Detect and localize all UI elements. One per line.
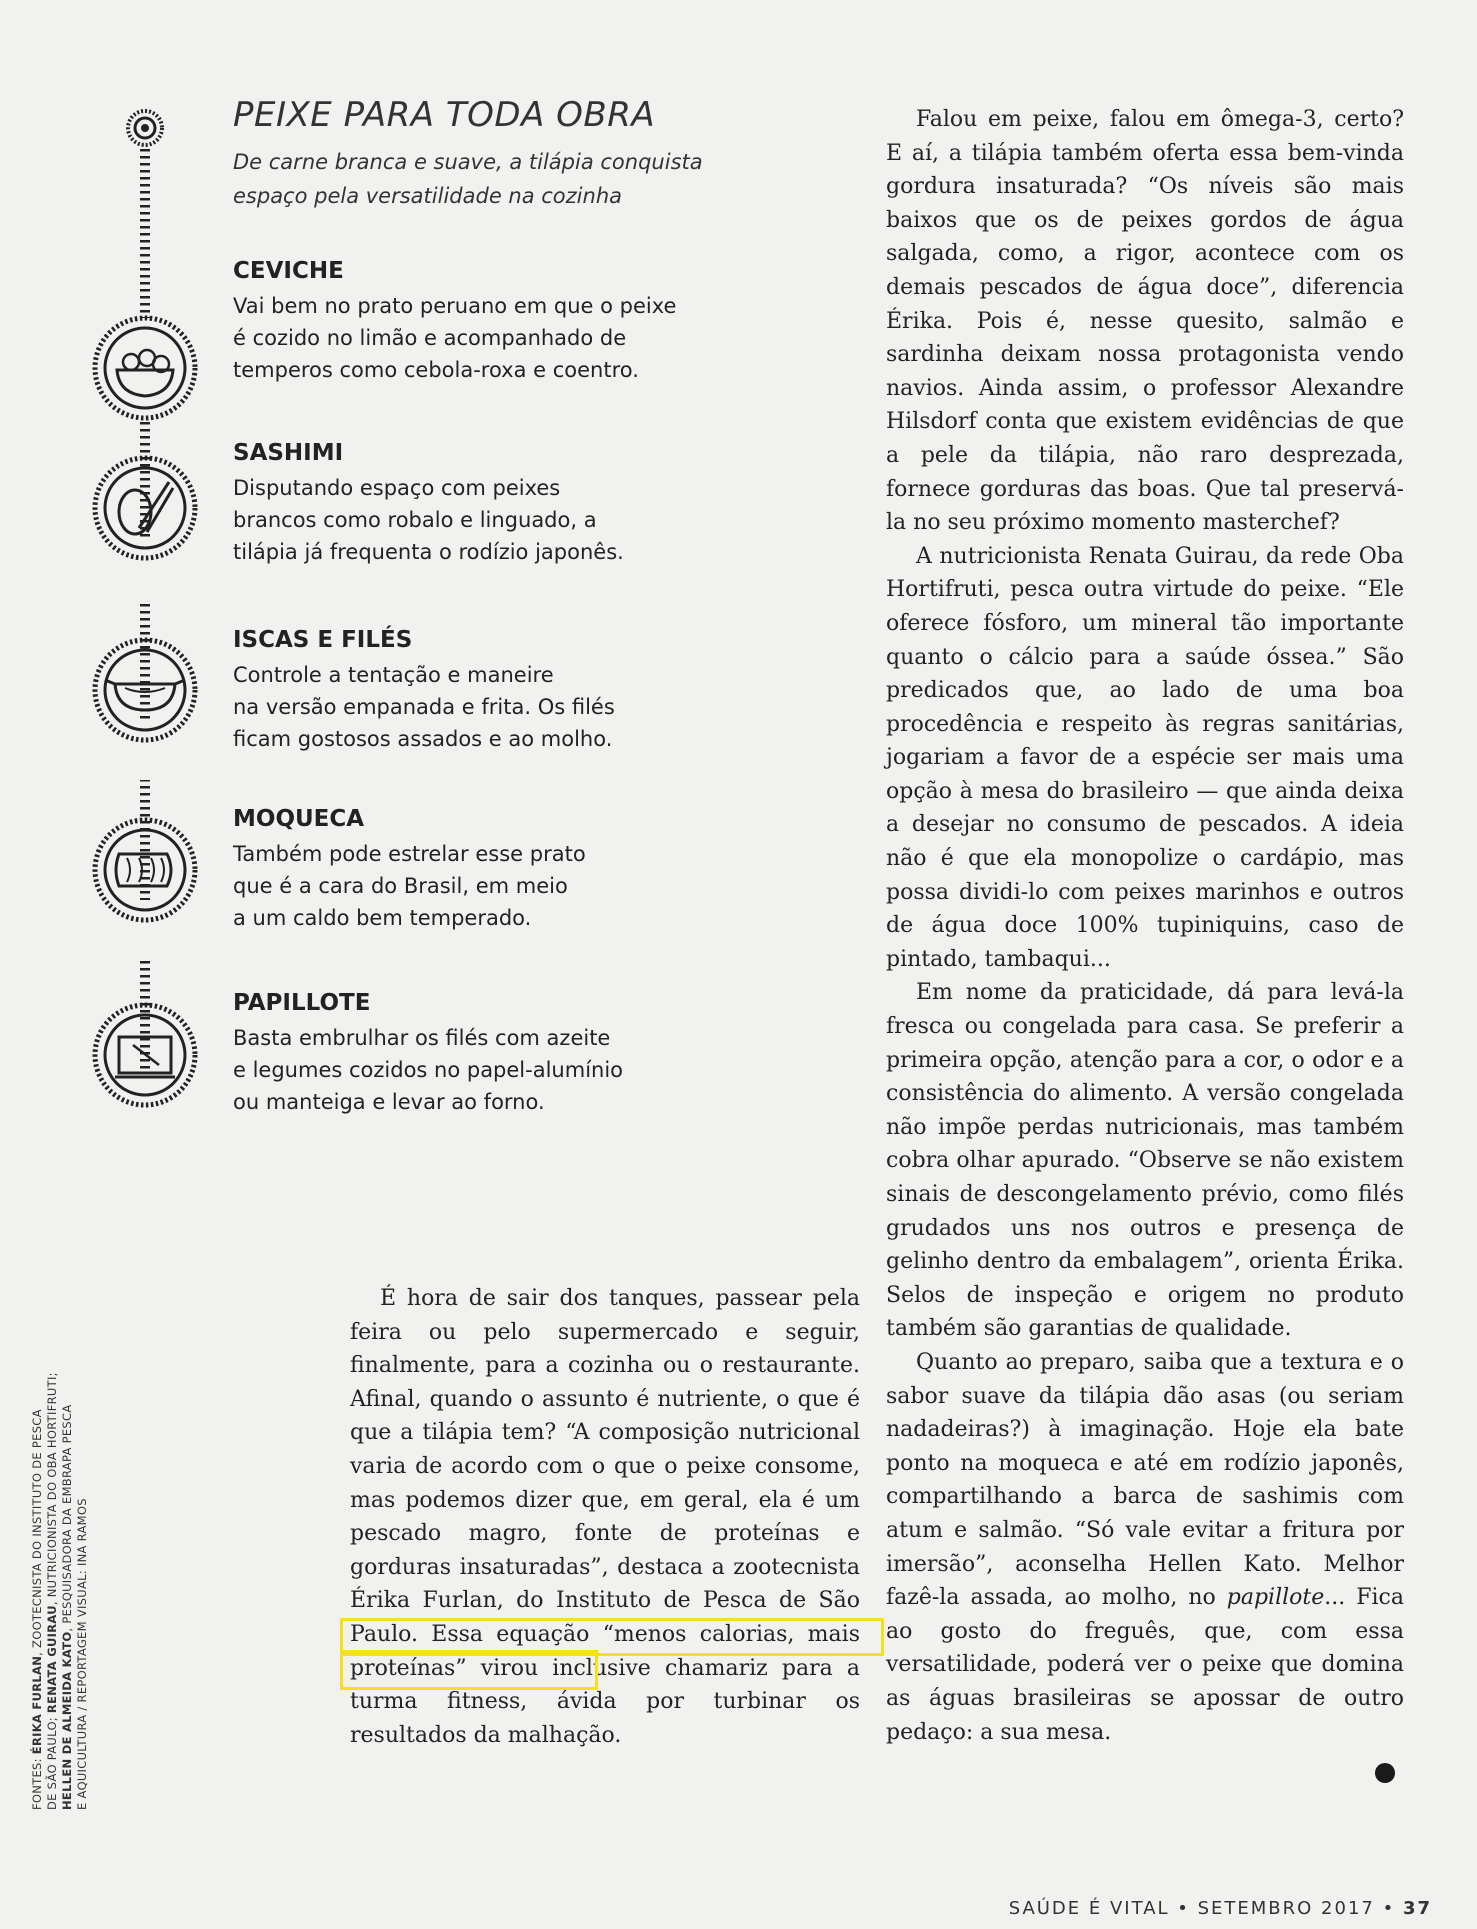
item-text: Também pode estrelar esse prato que é a cara do Brasil, em meio a um caldo bem temperado. (233, 842, 586, 930)
article-paragraph: Em nome da praticidade, dá para levá-la fresca ou congelada para casa. Se preferir a primeira opção, atenção para a cor, o odor e a consistência do alimento. A versão congelada não impõe perdas nutricionais, mas também cobra olhar apurado. “Observe se não existem sinais de descongelamento prévio, como filés grudados uns nos outros e presença de gelinho dentro da embalagem”, orienta Érika. Selos de inspeção e origem no produto também são garantias de qualidade. (886, 980, 1404, 1342)
article-paragraph: Quanto ao preparo, saiba que a textura e o sabor suave da tilápia dão asas (ou seriam nadadeiras?) à imaginação. Hoje ela bate ponto na moqueca e até em rodízio japonês, compartilhando a barca de sashimis com atum e salmão. “Só vale evitar a fritura por imersão”, aconselha Hellen Kato. Melhor fazê-la assada, ao molho, no papillote... Fica ao gosto do freguês, que, com essa versatilidade, poderá ver o peixe que domina as águas brasileiras se apossar de outro pedaço: a sua mesa. (886, 1349, 1404, 1745)
sidebar-item-papillote (233, 990, 693, 1118)
sidebar-subtitle-line: De carne branca e suave, a tilápia conquista (233, 150, 703, 174)
issue-date: SETEMBRO 2017 (1197, 1898, 1375, 1919)
highlighted-quote: a zootecnista Érika Furlan, do Instituto de Pesca de São Paulo. (350, 1554, 860, 1647)
item-text: Controle a tentação e maneire na versão empanada e frita. Os filés ficam gostosos assados e ao molho. (233, 663, 615, 751)
item-heading: MOQUECA (233, 806, 365, 832)
sidebar-item-moqueca (233, 806, 693, 934)
article-paragraph: Falou em peixe, falou em ômega-3, certo? E aí, a tilápia também oferta essa bem-vinda gordura insaturada? “Os níveis são mais baixos que os de peixes gordos de água salgada, como, a rigor, acontece com os demais pescados de água doce”, diferencia Érika. Pois é, nesse quesito, salmão e sardinha deixam nossa protagonista vendo navios. Ainda assim, o professor Alexandre Hilsdorf conta que existem evidências de que a pele da tilápia, não raro desprezada, fornece gorduras das boas. Que tal preservá-la no seu próximo momento masterchef? (886, 107, 1404, 536)
article-left-column (350, 1282, 860, 1752)
sidebar-item-sashimi (233, 440, 693, 568)
page-footer: SAÚDE É VITAL • SETEMBRO 2017 • 37 (1008, 1898, 1432, 1919)
top-ring-icon (128, 111, 162, 145)
item-text: Disputando espaço com peixes brancos como robalo e linguado, a tilápia já frequenta o rodízio japonês. (233, 476, 624, 564)
item-heading: SASHIMI (233, 440, 344, 466)
article-paragraph: É hora de sair dos tanques, passear pela feira ou pelo supermercado e seguir, finalmente, para a cozinha ou o restaurante. Afinal, quando o assunto é nutriente, o que é que a tilápia tem? “A composição nutricional varia de acordo com o que o peixe consome, mas podemos dizer que, em geral, ela é um pescado magro, fonte de proteínas e gorduras insaturadas”, destaca a zootecnista Érika Furlan, do Instituto de Pesca de São Paulo. Essa equação “menos calorias, mais proteínas” virou inclusive chamariz para a turma fitness, ávida por turbinar os resultados da malhação. (350, 1286, 860, 1748)
sidebar-timeline (90, 100, 210, 1130)
sidebar-subtitle-line: espaço pela versatilidade na cozinha (233, 184, 623, 208)
sidebar-item-iscas-files (233, 627, 693, 755)
sidebar-header (225, 95, 725, 213)
sidebar-title: PEIXE PARA TODA OBRA (233, 95, 656, 135)
sidebar-subtitle (233, 145, 725, 213)
sidebar-item-ceviche (233, 258, 693, 386)
source-credits: FONTES: ÉRIKA FURLAN, ZOOTECNISTA DO INSTITUTO DE PESCA DE SÃO PAULO; RENATA GUIRAU, NUTRICIONISTA DO OBA HORTIFRUTI; HELLEN DE ALMEIDA KATO, PESQUISADORA DA EMBRAPA PESCA E AQUICULTURA / REPORTAGEM VISUAL: INA RAMOS (30, 1372, 89, 1810)
item-heading: ISCAS E FILÉS (233, 627, 413, 653)
item-heading: PAPILLOTE (233, 990, 371, 1016)
page-number: 37 (1402, 1898, 1432, 1919)
bowl-icon (95, 318, 195, 418)
item-heading: CEVICHE (233, 258, 344, 284)
magazine-name: SAÚDE É VITAL (1008, 1898, 1170, 1919)
article-paragraph: A nutricionista Renata Guirau, da rede Oba Hortifruti, pesca outra virtude do peixe. “Ele oferece fósforo, um mineral tão importante quanto o cálcio para a saúde óssea.” São predicados que, ao lado de uma boa procedência e respeito às regras sanitárias, jogariam a favor de a espécie ser mais uma opção à mesa do brasileiro — que ainda deixa a desejar no consumo de pescados. A ideia não é que ela monopolize o cardápio, mas possa dividi-lo com peixes marinhos e outros de água doce 100% tupiniquins, caso de pintado, tambaqui... (886, 543, 1404, 972)
item-text: Vai bem no prato peruano em que o peixe é cozido no limão e acompanhado de temperos como cebola-roxa e coentro. (233, 294, 677, 382)
end-of-article-dot (1375, 1763, 1395, 1783)
article-right-column (886, 103, 1404, 1749)
item-text: Basta embrulhar os filés com azeite e legumes cozidos no papel-alumínio ou manteiga e levar ao forno. (233, 1026, 624, 1114)
